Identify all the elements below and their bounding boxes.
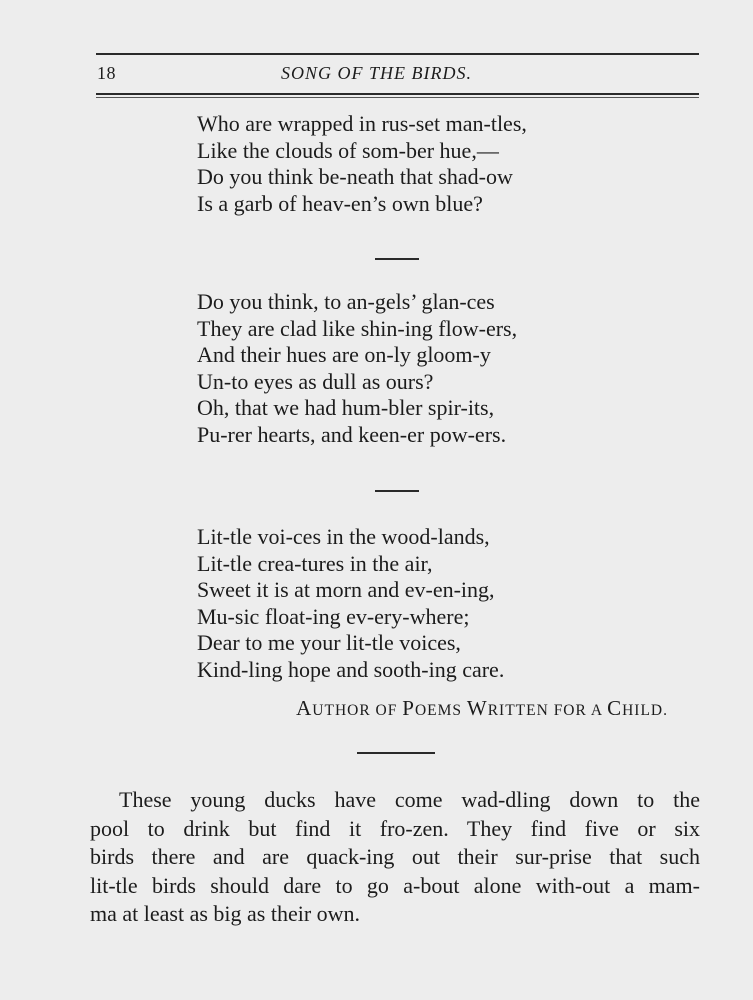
poem-line: Pu-rer hearts, and keen-er pow-ers. <box>197 421 507 447</box>
stanza-divider <box>375 258 419 260</box>
poem-line: Kind-ling hope and sooth-ing care. <box>197 656 505 682</box>
header-top-rule <box>96 53 699 55</box>
poem-line: Lit-tle voi-ces in the wood-lands, <box>197 524 490 549</box>
poem-attribution: AUTHOR OF POEMS WRITTEN FOR A CHILD. <box>296 696 668 720</box>
prose-line: These young ducks have come wad-dling down to the <box>119 787 700 812</box>
poem-line: Do you think be-neath that shad-ow <box>197 164 513 189</box>
header-bottom-thin-rule <box>96 97 699 98</box>
prose-line: birds there and are quack-ing out their sur-prise that such <box>90 844 700 869</box>
section-divider <box>357 752 435 754</box>
poem-line: Oh, that we had hum-bler spir-its, <box>197 395 495 420</box>
poem-line: Mu-sic float-ing ev-ery-where; <box>197 603 470 629</box>
poem-line: They are clad like shin-ing flow-ers, <box>197 315 518 341</box>
poem-stanza-2 <box>197 289 517 448</box>
page-number: 18 <box>97 63 116 83</box>
poem-line: And their hues are on-ly gloom-y <box>197 342 491 367</box>
poem-line: Who are wrapped in rus-set man-tles, <box>197 111 527 136</box>
prose-line: lit-tle birds should dare to go a-bout alone with-out a mam- <box>90 872 700 898</box>
poem-line: Dear to me your lit-tle voices, <box>197 630 461 655</box>
poem-line: Do you think, to an-gels’ glan-ces <box>197 289 495 314</box>
poem-line: Lit-tle crea-tures in the air, <box>197 550 433 576</box>
poem-line: Un-to eyes as dull as ours? <box>197 368 434 394</box>
running-title: SONG OF THE BIRDS. <box>281 63 472 83</box>
prose-paragraph <box>90 786 700 929</box>
header-bottom-rule <box>96 93 699 95</box>
prose-line: ma at least as big as their own. <box>90 901 361 926</box>
poem-line: Sweet it is at morn and ev-en-ing, <box>197 577 495 602</box>
prose-line: pool to drink but find it fro-zen. They find five or six <box>90 815 700 841</box>
poem-stanza-3 <box>197 524 504 683</box>
poem-line: Is a garb of heav-en’s own blue? <box>197 190 483 216</box>
poem-line: Like the clouds of som-ber hue,— <box>197 137 499 163</box>
stanza-divider <box>375 490 419 492</box>
poem-stanza-1 <box>197 111 527 217</box>
